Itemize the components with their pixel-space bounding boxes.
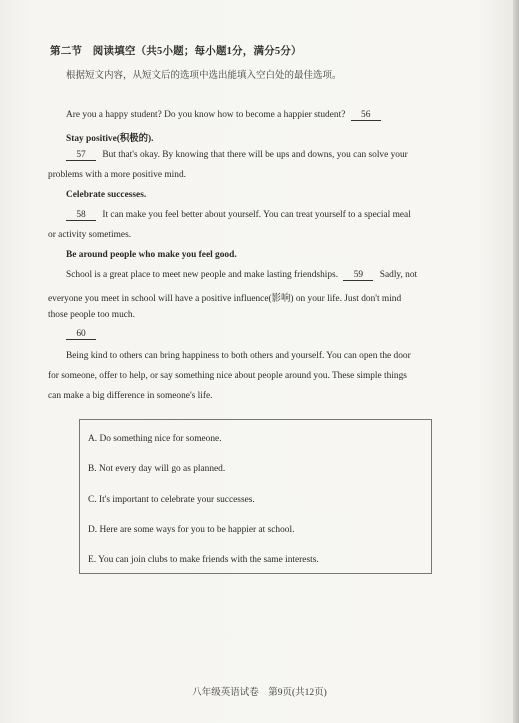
page-edge [513,0,519,723]
paragraph-58-line1 [66,210,411,221]
blank-60: 60 [66,329,96,340]
options-box [79,419,432,574]
paragraph-58-text: It can make you feel better about yourself. You can treat yourself to a special meal [102,210,411,220]
paragraph-59-line2: everyone you meet in school will have a positive influence(影响) on your life. Just don't mind [48,294,402,304]
paragraph-59-text-a: School is a great place to meet new people and make lasting friendships. [66,270,339,280]
option-c: C. It's important to celebrate your successes. [88,495,255,505]
tip3-title: Be around people who make you feel good. [66,250,237,260]
option-a: A. Do something nice for someone. [88,434,222,444]
section-heading: 第二节 阅读填空（共5小题；每小题1分，满分5分） [50,46,302,57]
section-instruction: 根据短文内容，从短文后的选项中选出能填入空白处的最佳选项。 [66,71,342,81]
paragraph-60-line1: Being kind to others can bring happiness to both others and yourself. You can open the door [66,351,411,361]
blank-58: 58 [66,210,96,221]
blank-56: 56 [351,110,381,121]
blank-57: 57 [66,150,96,161]
page-footer: 八年级英语试卷 第9页(共12页) [192,688,327,698]
paragraph-57-line1 [66,150,408,161]
paragraph-57-text: But that's okay. By knowing that there will be ups and downs, you can solve your [102,150,408,160]
paragraph-59-line3: those people too much. [48,310,135,320]
option-b: B. Not every day will go as planned. [88,464,226,474]
paragraph-59-line1 [66,270,417,281]
option-e: E. You can join clubs to make friends with the same interests. [88,555,319,565]
tip1-title: Stay positive(积极的). [66,134,154,144]
intro-text: Are you a happy student? Do you know how to become a happier student? [66,110,346,120]
passage-intro [66,110,385,121]
paragraph-60-blank-line [66,329,100,340]
tip2-title: Celebrate successes. [66,190,147,200]
paragraph-60-line3: can make a big difference in someone's life. [48,391,213,401]
paragraph-59-text-b: Sadly, not [379,270,418,280]
option-d: D. Here are some ways for you to be happier at school. [88,525,295,535]
paragraph-57-line2: problems with a more positive mind. [48,170,187,180]
paragraph-60-line2: for someone, offer to help, or say something nice about people around you. These simple things [48,371,407,381]
blank-59: 59 [343,270,373,281]
paragraph-58-line2: or activity sometimes. [48,230,132,240]
